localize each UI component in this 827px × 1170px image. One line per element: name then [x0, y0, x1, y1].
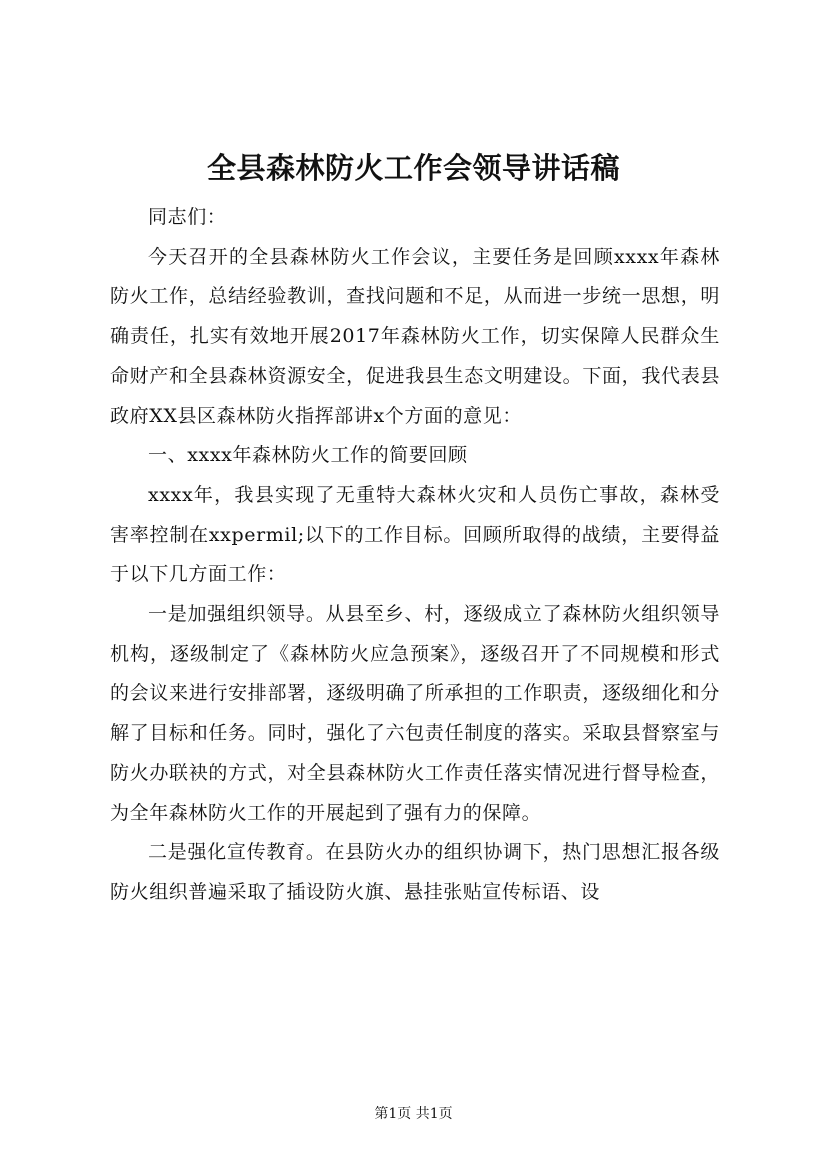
intro-paragraph: 今天召开的全县森林防火工作会议，主要任务是回顾xxxx年森林防火工作，总结经验教训，查找问题和不足，从而进一步统一思想，明确责任，扎实有效地开展2017年森林防火工作，切实保障人民群众生命财产和全县森林资源安全，促进我县生态文明建设。下面，我代表县政府XX县区森林防火指挥部讲x个方面的意见： — [110, 245, 720, 427]
section-heading-review: 一、xxxx年森林防火工作的简要回顾 — [148, 444, 468, 467]
organization-paragraph: 一是加强组织领导。从县至乡、村，逐级成立了森林防火组织领导机构，逐级制定了《森林防火应急预案》，逐级召开了不同规模和形式的会议来进行安排部署，逐级明确了所承担的工作职责，逐级细化和分解了目标和任务。同时，强化了六包责任制度的落实。采取县督察室与防火办联袂的方式，对全县森林防火工作责任落实情况进行督导检查，为全年森林防火工作的开展起到了强有力的保障。 — [110, 603, 720, 824]
achievement-paragraph: xxxx年，我县实现了无重特大森林火灾和人员伤亡事故，森林受害率控制在xxpermil;以下的工作目标。回顾所取得的战绩，主要得益于以下几方面工作： — [110, 483, 720, 586]
document-title: 全县森林防火工作会领导讲话稿 — [206, 151, 620, 185]
document-body — [110, 198, 720, 913]
page-number-footer: 第1页 共1页 — [374, 1106, 453, 1122]
publicity-paragraph: 二是强化宣传教育。在县防火办的组织协调下，热门思想汇报各级防火组织普遍采取了插设防火旗、悬挂张贴宣传标语、设 — [110, 841, 720, 903]
salutation-paragraph: 同志们： — [148, 206, 227, 228]
